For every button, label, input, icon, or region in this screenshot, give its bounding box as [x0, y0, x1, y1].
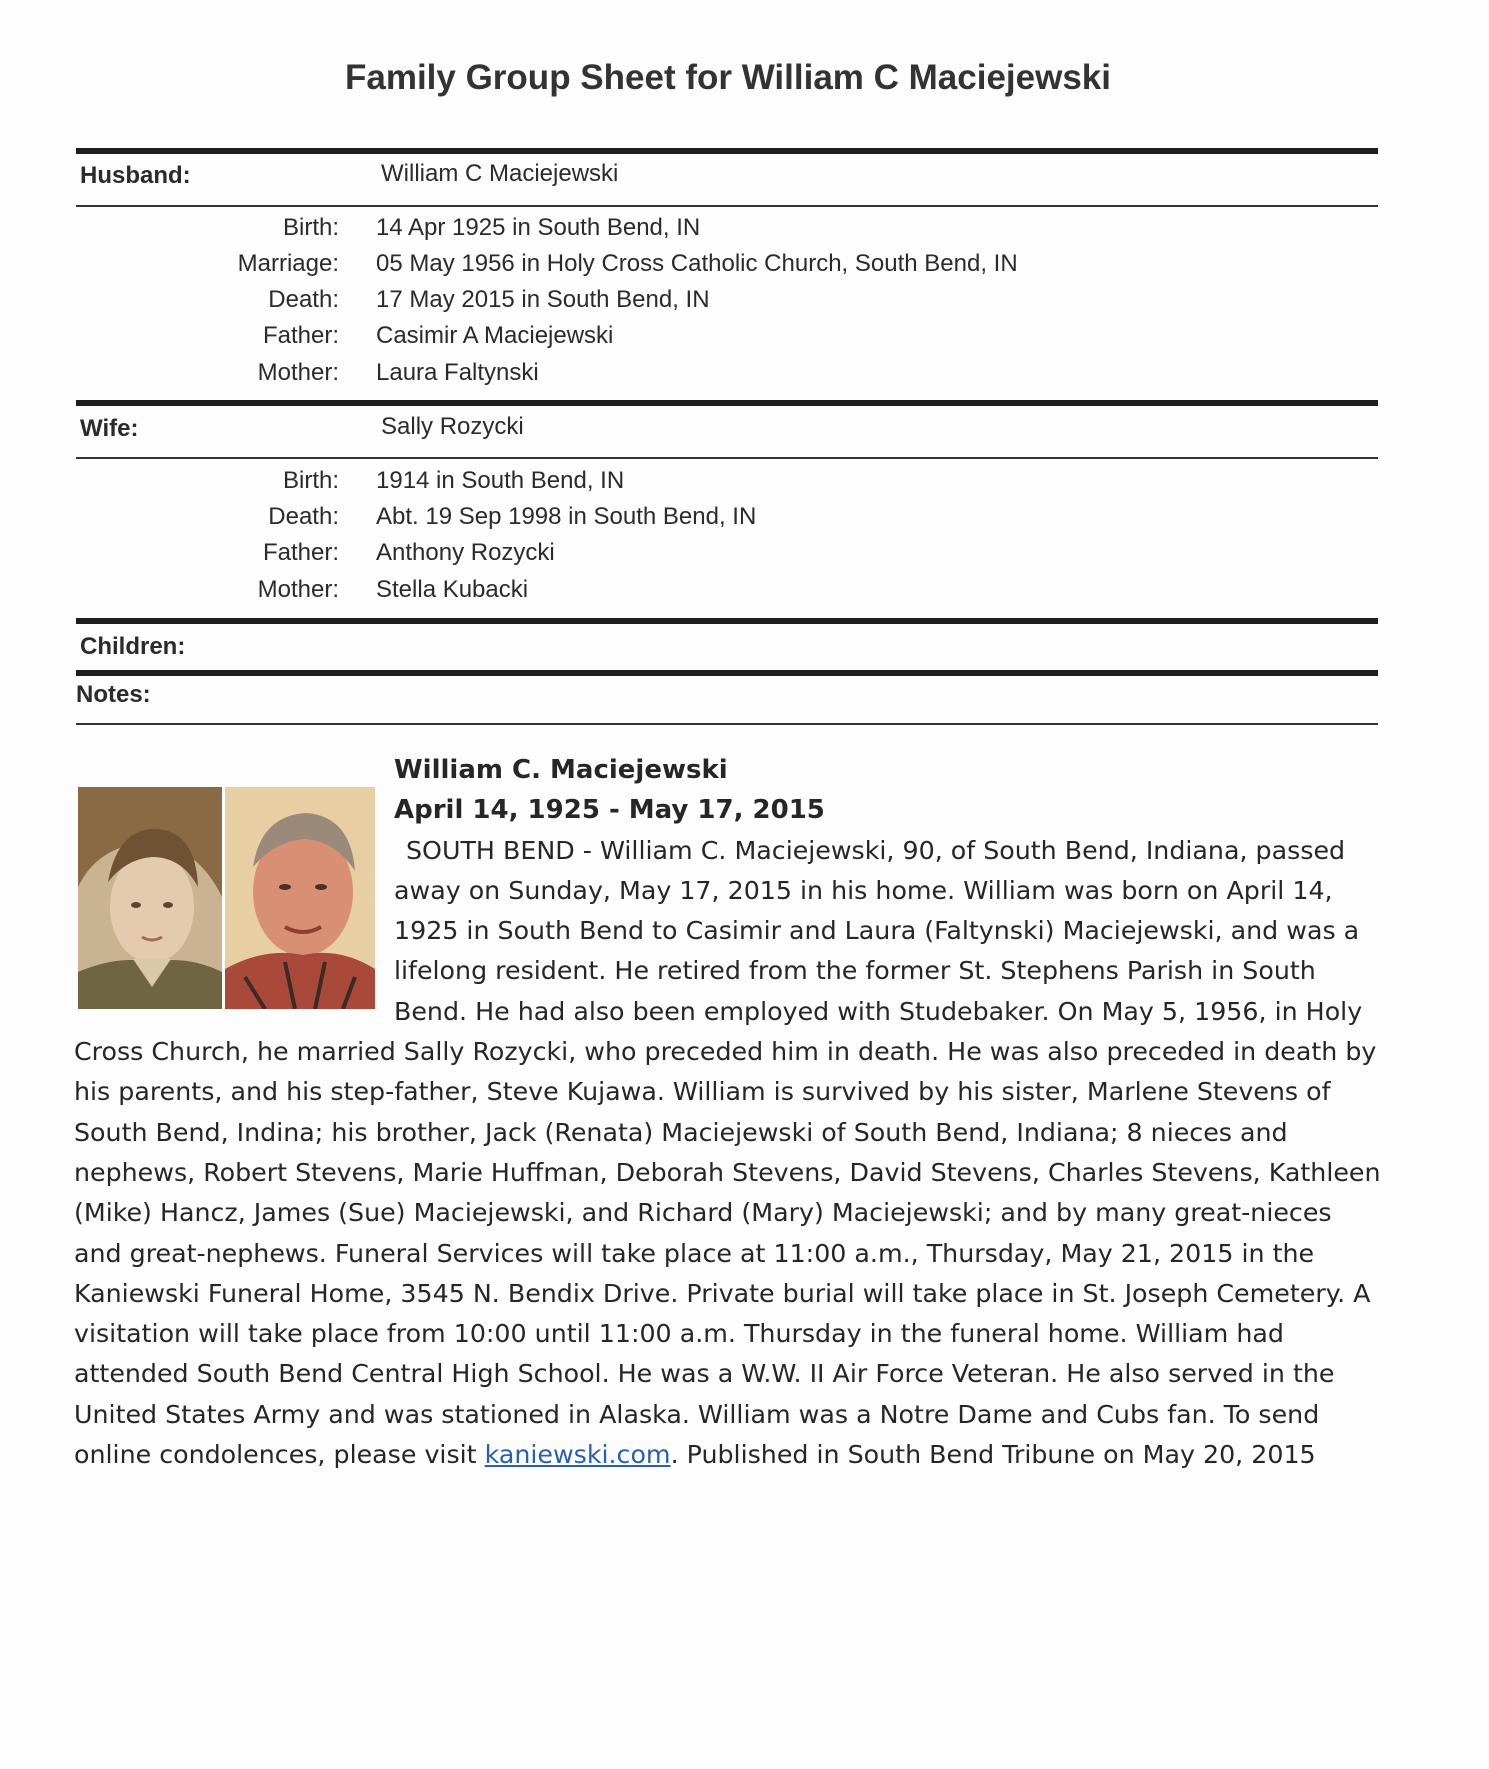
husband-father-value: Casimir A Maciejewski — [376, 322, 614, 349]
section-divider — [76, 457, 1378, 459]
obituary-body: SOUTH BEND - William C. Maciejewski, 90, of South Bend, Indiana, passed away on Sunday, May 17, 2015 in his home. William was born on April 14, 1925 in South Bend to Casimir and Laura (Faltynski) Maciejewski, and was a lifelong resident. He retired from the former St. Stephens Parish in South Bend. He had also been employed with Studebaker. On May 5, 1956, in Holy Cross Church, he married Sally Rozycki, who preceded him in death. He was also preceded in death by his parents, and his step-father, Steve Kujawa. William is survived by his sister, Marlene Stevens of South Bend, Indina; his brother, Jack (Renata) Maciejewski of South Bend, Indiana; 8 nieces and nephews, Robert Stevens, Marie Huffman, Deborah Stevens, David Stevens, Charles Stevens, Kathleen (Mike) Hancz, James (Sue) Maciejewski, and Richard (Mary) Maciejewski; and by many great-nieces and great-nephews. Funeral Services will take place at 11:00 a.m., Thursday, May 21, 2015 in the Kaniewski Funeral Home, 3545 N. Bendix Drive. Private burial will take place in St. Joseph Cemetery. A visitation will take place from 10:00 until 11:00 a.m. Thursday in the funeral home. William had attended South Bend Central High School. He was a W.W. II Air Force Veteran. He also served in the United States Army and was stationed in Alaska. William was a Notre Dame and Cubs fan. To send online condolences, please visit — [74, 835, 1381, 1470]
wife-father-label: Father: — [262, 539, 339, 566]
husband-name: William C Maciejewski — [381, 160, 619, 187]
section-divider — [76, 670, 1378, 676]
section-divider — [76, 723, 1378, 725]
wife-mother-label: Mother: — [257, 576, 339, 603]
husband-marriage-label: Marriage: — [237, 250, 339, 277]
section-divider — [76, 148, 1378, 154]
obituary-dates: April 14, 1925 - May 17, 2015 — [394, 795, 825, 826]
section-divider — [76, 618, 1378, 624]
husband-mother-value: Laura Faltynski — [376, 359, 539, 386]
husband-marriage-value: 05 May 1956 in Holy Cross Catholic Church, South Bend, IN — [376, 250, 1018, 277]
husband-label: Husband: — [80, 162, 191, 189]
wife-father-value: Anthony Rozycki — [376, 539, 555, 566]
obituary-body-end: . Published in South Bend Tribune on May 20, 2015 — [670, 1440, 1316, 1470]
wife-name: Sally Rozycki — [381, 413, 524, 440]
wife-death-value: Abt. 19 Sep 1998 in South Bend, IN — [376, 503, 757, 530]
obituary-heading: William C. Maciejewski — [394, 755, 728, 785]
notes-label: Notes: — [76, 681, 151, 708]
condolences-link[interactable]: kaniewski.com — [484, 1440, 671, 1470]
wife-mother-value: Stella Kubacki — [376, 576, 529, 603]
photo-spacer — [74, 750, 394, 1015]
section-divider — [76, 400, 1378, 406]
section-divider — [76, 205, 1378, 207]
husband-death-label: Death: — [268, 286, 339, 313]
obituary — [74, 750, 1384, 1475]
children-label: Children: — [80, 633, 186, 660]
husband-father-label: Father: — [262, 322, 339, 349]
wife-death-label: Death: — [268, 503, 339, 530]
wife-birth-label: Birth: — [282, 467, 339, 494]
wife-label: Wife: — [80, 415, 139, 442]
wife-birth-value: 1914 in South Bend, IN — [376, 467, 625, 494]
husband-birth-value: 14 Apr 1925 in South Bend, IN — [376, 214, 701, 241]
husband-mother-label: Mother: — [257, 359, 339, 386]
husband-birth-label: Birth: — [282, 214, 339, 241]
page-title: Family Group Sheet for William C Maciejewski — [344, 58, 1111, 97]
husband-death-value: 17 May 2015 in South Bend, IN — [376, 286, 710, 313]
